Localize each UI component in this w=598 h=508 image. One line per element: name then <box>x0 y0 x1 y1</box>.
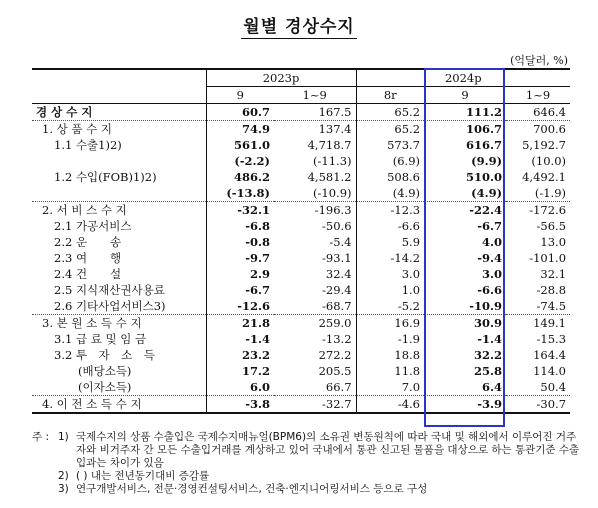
cell-value: 4,492.1 <box>522 170 567 184</box>
cell-value: -9.7 <box>206 250 274 266</box>
cell-value: (-1.9) <box>506 185 570 202</box>
header-period: 9 <box>206 87 274 104</box>
cell-value: 32.2 <box>474 348 503 362</box>
row-label: (이자소득) <box>32 379 206 396</box>
cell-value: 16.9 <box>356 315 424 332</box>
cell-value: 164.4 <box>533 348 567 362</box>
cell-value: 65.2 <box>356 104 424 121</box>
cell-value: -0.8 <box>206 234 274 250</box>
row-label: 2.6 기타사업서비스3) <box>32 298 206 315</box>
cell-value: 7.0 <box>356 379 424 396</box>
table-row <box>32 315 570 332</box>
cell-value: -3.8 <box>206 396 274 414</box>
cell-value: -101.0 <box>529 251 567 265</box>
cell-value: 616.7 <box>466 138 503 152</box>
cell-value: 5,192.7 <box>522 138 567 152</box>
cell-value: 111.2 <box>424 104 506 121</box>
cell-value: (4.9) <box>356 185 424 202</box>
cell-value: -10.9 <box>424 298 506 315</box>
cell-value: -9.4 <box>477 251 503 265</box>
cell-value: 65.2 <box>356 121 424 138</box>
cell-value: -93.1 <box>322 251 352 265</box>
cell-value: 4,718.7 <box>307 138 352 152</box>
footnote-text: 연구개발서비스, 전문·경영컨설팅서비스, 건축·엔지니어링서비스 등으로 구성 <box>76 483 428 495</box>
cell-value: 167.5 <box>274 104 356 121</box>
cell-value: 4.0 <box>482 235 503 249</box>
cell-value: 25.8 <box>474 364 503 378</box>
cell-value: 6.0 <box>206 379 274 396</box>
cell-value: 30.9 <box>474 316 503 330</box>
cell-value: 32.1 <box>540 267 567 281</box>
footnote-item <box>32 483 580 496</box>
cell-value: -4.6 <box>356 396 424 414</box>
table-row <box>32 137 570 153</box>
current-account-table <box>32 68 570 414</box>
cell-value: 13.0 <box>540 235 567 249</box>
cell-value: -28.8 <box>536 283 567 297</box>
row-label: 2.1 가공서비스 <box>54 219 132 233</box>
row-label <box>32 185 206 202</box>
row-label: 2.5 지식재산권사용료 <box>54 283 165 297</box>
table-row <box>32 298 570 315</box>
cell-value: 106.7 <box>466 122 503 136</box>
cell-value: 60.7 <box>206 104 274 121</box>
table-row <box>32 153 570 169</box>
cell-value: -29.4 <box>322 283 352 297</box>
table-row <box>32 266 570 282</box>
footnote-number: 2) <box>58 470 69 482</box>
table-row <box>32 347 570 363</box>
cell-value: 2.9 <box>206 266 274 282</box>
cell-value: 510.0 <box>466 170 503 184</box>
cell-value: -50.6 <box>322 219 352 233</box>
row-label: 3.1 급 료 및 임 금 <box>54 332 147 346</box>
cell-value: (4.9) <box>424 185 506 202</box>
cell-value: 486.2 <box>206 169 274 185</box>
cell-value: (-13.8) <box>206 185 274 202</box>
cell-value: -74.5 <box>506 298 570 315</box>
row-label: (배당소득) <box>78 364 132 378</box>
table-row <box>32 185 570 202</box>
table-row <box>32 234 570 250</box>
row-label: 1. 상 품 수 지 <box>42 122 113 136</box>
cell-value: (-2.2) <box>206 153 274 169</box>
cell-value: 6.4 <box>424 379 506 396</box>
cell-value: -6.6 <box>356 218 424 234</box>
cell-value: -196.3 <box>314 203 352 217</box>
table-row <box>32 331 570 347</box>
header-year-2024: 2024p <box>356 69 570 87</box>
cell-value: -172.6 <box>529 203 567 217</box>
header-year-2023: 2023p <box>206 69 356 87</box>
cell-value: -32.1 <box>206 202 274 219</box>
cell-value: -6.7 <box>206 282 274 298</box>
cell-value: -56.5 <box>536 219 567 233</box>
cell-value: -6.6 <box>477 283 503 297</box>
cell-value: 3.0 <box>482 267 503 281</box>
header-period: 1~9 <box>506 87 570 104</box>
footnote-item <box>32 470 580 483</box>
cell-value: -12.3 <box>356 202 424 219</box>
cell-value: (6.9) <box>356 153 424 169</box>
cell-value: 137.4 <box>318 122 352 136</box>
cell-value: 74.9 <box>206 121 274 138</box>
row-label: 3. 본 원 소 득 수 지 <box>42 316 142 330</box>
cell-value: 561.0 <box>206 137 274 153</box>
row-label: 1.2 수입(FOB)1)2) <box>54 170 157 184</box>
cell-value: 11.8 <box>356 363 424 379</box>
cell-value: 508.6 <box>356 169 424 185</box>
cell-value: 18.8 <box>356 347 424 363</box>
row-label: 2.4 건 설 <box>54 267 122 281</box>
header-period: 8r <box>356 87 424 104</box>
row-label: 2.3 여 행 <box>54 251 122 265</box>
cell-value: -22.4 <box>469 203 503 217</box>
cell-value: 23.2 <box>206 347 274 363</box>
unit-label: (억달러, %) <box>510 54 568 67</box>
cell-value: -1.9 <box>356 331 424 347</box>
header-period: 9 <box>424 87 506 104</box>
cell-value: 114.0 <box>533 364 567 378</box>
cell-value: -32.7 <box>274 396 356 414</box>
table-row <box>32 250 570 266</box>
row-label: 2. 서 비 스 수 지 <box>42 203 127 217</box>
cell-value: -68.7 <box>274 298 356 315</box>
cell-value: (-10.9) <box>274 185 356 202</box>
cell-value: 21.8 <box>206 315 274 332</box>
cell-value: -15.3 <box>536 332 567 346</box>
cell-value: (-11.3) <box>313 154 352 168</box>
cell-value: 50.4 <box>506 379 570 396</box>
footnotes <box>32 431 580 496</box>
footnote-lead: 주 : <box>32 431 50 443</box>
header-row-periods <box>32 87 570 104</box>
row-label: 2.2 운 송 <box>54 235 122 249</box>
cell-value: 4,581.2 <box>307 170 352 184</box>
footnote-number: 1) <box>58 431 69 443</box>
cell-value: 66.7 <box>274 379 356 396</box>
cell-value: 3.0 <box>356 266 424 282</box>
cell-value: 573.7 <box>356 137 424 153</box>
cell-value: -6.7 <box>477 219 503 233</box>
cell-value: -12.6 <box>206 298 274 315</box>
cell-value: 1.0 <box>356 282 424 298</box>
cell-value: -6.8 <box>206 218 274 234</box>
cell-value: -3.9 <box>424 396 506 414</box>
cell-value: 646.4 <box>506 104 570 121</box>
document-title: 월별 경상수지 <box>243 17 355 37</box>
header-period: 1~9 <box>274 87 356 104</box>
table-row <box>32 282 570 298</box>
table-row <box>32 169 570 185</box>
cell-value: (9.9) <box>471 154 503 168</box>
footnote-text: ( ) 내는 전년동기대비 증감률 <box>76 470 210 482</box>
cell-value: 259.0 <box>318 316 352 330</box>
cell-value: 205.5 <box>318 364 352 378</box>
cell-value: -30.7 <box>506 396 570 414</box>
cell-value: -14.2 <box>356 250 424 266</box>
row-label: 경 상 수 지 <box>32 104 206 121</box>
table-row <box>32 202 570 219</box>
row-label: 1.1 수출1)2) <box>54 138 122 152</box>
cell-value: 17.2 <box>206 363 274 379</box>
table-row <box>32 218 570 234</box>
table-row <box>32 379 570 396</box>
table-row <box>32 121 570 138</box>
footnote-text: 국제수지의 상품 수출입은 국제수지매뉴얼(BPM6)의 소유권 변동원칙에 따라 국내 및 해외에서 이루어진 거주자와 비거주자 간 모든 수출입거래를 계상하고 있어 국내에서 통관 신고된 물품을 대상으로 하는 통관기준 수출입과는 차이가 있음 <box>76 431 580 469</box>
cell-value: 5.9 <box>356 234 424 250</box>
table-row <box>32 104 570 121</box>
row-label <box>32 153 206 169</box>
cell-value: -1.4 <box>206 331 274 347</box>
cell-value: 149.1 <box>533 316 567 330</box>
cell-value: 32.4 <box>325 267 352 281</box>
row-label: 3.2 투 자 소 득 <box>54 348 155 362</box>
footnote-item <box>32 431 580 470</box>
cell-value: -5.4 <box>329 235 352 249</box>
cell-value: -13.2 <box>322 332 352 346</box>
table-row <box>32 396 570 414</box>
footnote-number: 3) <box>58 483 69 495</box>
row-label: 4. 이 전 소 득 수 지 <box>32 396 206 414</box>
cell-value: -1.4 <box>477 332 503 346</box>
cell-value: 700.6 <box>533 122 567 136</box>
cell-value: -5.2 <box>356 298 424 315</box>
table-row <box>32 363 570 379</box>
cell-value: 272.2 <box>318 348 352 362</box>
cell-value: (10.0) <box>531 154 567 168</box>
header-row-years <box>32 69 570 87</box>
